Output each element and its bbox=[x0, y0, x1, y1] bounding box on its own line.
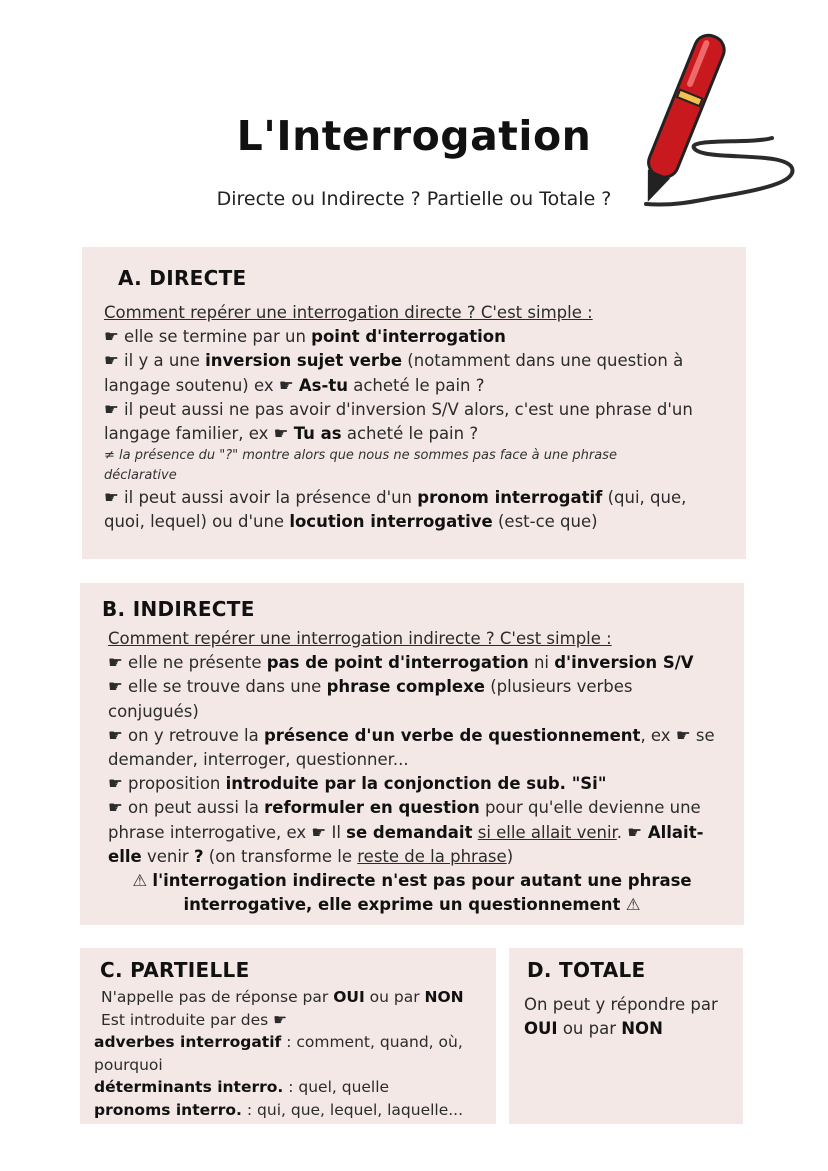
page-subtitle: Directe ou Indirecte ? Partielle ou Totale ? bbox=[216, 188, 612, 210]
list-item-continued: langage soutenu) ex ☛ As-tu acheté le pain ? bbox=[104, 375, 485, 395]
list-item: ☛ on y retrouve la présence d'un verbe de questionnement, ex ☛ se bbox=[108, 725, 715, 745]
warning-icon: ⚠ bbox=[625, 895, 641, 915]
pointing-hand-icon: ☛ bbox=[311, 822, 327, 842]
text-line: N'appelle pas de réponse par OUI ou par NON bbox=[101, 988, 464, 1006]
section-b-content bbox=[108, 627, 715, 869]
note-line: déclarative bbox=[104, 468, 177, 484]
pointing-hand-icon: ☛ bbox=[104, 488, 119, 508]
warning-icon: ⚠ bbox=[132, 871, 148, 890]
pointing-hand-icon: ☛ bbox=[104, 399, 119, 419]
list-item: ☛ proposition introduite par la conjonction de sub. "Si" bbox=[108, 774, 607, 794]
red-pen-icon bbox=[632, 22, 812, 222]
list-item: ☛ elle ne présente pas de point d'interrogation ni d'inversion S/V bbox=[108, 653, 694, 673]
text-line: adverbes interrogatif : comment, quand, où, bbox=[94, 1033, 463, 1051]
warning-note: ⚠ l'interrogation indirecte n'est pas pour autant une phrase interrogative, elle exprime un questionnement ⚠ bbox=[132, 871, 692, 915]
text-line: On peut y répondre par bbox=[524, 995, 718, 1014]
pointing-hand-icon: ☛ bbox=[278, 375, 294, 395]
list-item-continued: quoi, lequel) ou d'une locution interrogative (est-ce que) bbox=[104, 512, 598, 532]
list-item-continued: elle venir ? (on transforme le reste de la phrase) bbox=[108, 846, 514, 866]
section-b-heading: B. INDIRECTE bbox=[102, 597, 255, 621]
list-item-continued: phrase interrogative, ex ☛ Il se demandait si elle allait venir. ☛ Allait- bbox=[108, 822, 704, 842]
list-item-continued: langage familier, ex ☛ Tu as acheté le pain ? bbox=[104, 424, 479, 444]
section-a-heading: A. DIRECTE bbox=[118, 266, 247, 290]
list-item: ☛ il peut aussi avoir la présence d'un pronom interrogatif (qui, que, bbox=[104, 488, 687, 508]
note-line: ≠ la présence du "?" montre alors que nous ne sommes pas face à une phrase bbox=[104, 448, 617, 464]
pointing-hand-icon: ☛ bbox=[104, 327, 119, 347]
text-line: déterminants interro. : quel, quelle bbox=[94, 1078, 390, 1096]
list-item: ☛ elle se trouve dans une phrase complexe (plusieurs verbes bbox=[108, 677, 633, 697]
pointing-hand-icon: ☛ bbox=[104, 351, 119, 371]
page-title: L'Interrogation bbox=[236, 112, 592, 160]
text-line: pourquoi bbox=[94, 1055, 163, 1074]
section-a-intro: Comment repérer une interrogation directe ? C'est simple : bbox=[104, 303, 593, 322]
pointing-hand-icon: ☛ bbox=[627, 822, 643, 842]
text-line: OUI ou par NON bbox=[524, 1019, 663, 1039]
list-item-continued: demander, interroger, questionner... bbox=[108, 750, 409, 770]
section-a-content bbox=[104, 301, 693, 535]
pointing-hand-icon: ☛ bbox=[108, 677, 123, 697]
section-c-content bbox=[94, 986, 464, 1121]
text-line: Est introduite par des ☛ bbox=[101, 1010, 288, 1029]
pointing-hand-icon: ☛ bbox=[273, 424, 289, 444]
list-item: ☛ il peut aussi ne pas avoir d'inversion S/V alors, c'est une phrase d'un bbox=[104, 399, 693, 419]
section-c-heading: C. PARTIELLE bbox=[100, 958, 250, 982]
list-item: ☛ elle se termine par un point d'interrogation bbox=[104, 327, 506, 347]
section-d-heading: D. TOTALE bbox=[527, 958, 646, 982]
pointing-hand-icon: ☛ bbox=[108, 798, 123, 818]
pointing-hand-icon: ☛ bbox=[108, 774, 123, 794]
section-b-intro: Comment repérer une interrogation indirecte ? C'est simple : bbox=[108, 629, 612, 648]
list-item: ☛ il y a une inversion sujet verbe (notamment dans une question à bbox=[104, 351, 684, 371]
pointing-hand-icon: ☛ bbox=[108, 725, 123, 745]
pointing-hand-icon: ☛ bbox=[108, 653, 123, 673]
text-line: pronoms interro. : qui, que, lequel, laquelle... bbox=[94, 1100, 464, 1119]
pointing-hand-icon: ☛ bbox=[273, 1010, 288, 1029]
section-d-content bbox=[524, 993, 718, 1041]
pointing-hand-icon: ☛ bbox=[675, 725, 691, 745]
list-item: ☛ on peut aussi la reformuler en question pour qu'elle devienne une bbox=[108, 798, 701, 818]
list-item-continued: conjugués) bbox=[108, 701, 199, 721]
